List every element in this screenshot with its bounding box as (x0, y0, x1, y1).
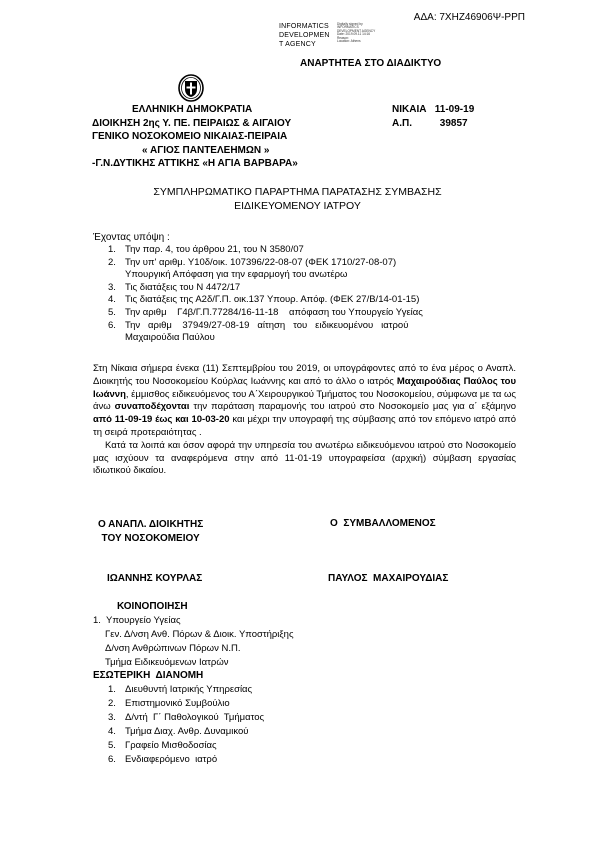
list-item: 4. Τις διατάξεις της Α2δ/Γ.Π. οικ.137 Υπουρ. Απόφ. (ΦΕΚ 27/Β/14-01-15) (108, 294, 420, 306)
signatory-left-name: ΙΩΑΝΝΗΣ ΚΟΥΡΛΑΣ (107, 573, 203, 584)
list-item: 5. Γραφείο Μισθοδοσίας (108, 740, 217, 751)
notification-list: 1. Υπουργείο Υγείας Γεν. Δ/νση Ανθ. Πόρων & Διοικ. Υποστήριξης Δ/νση Ανθρώπινων Πόρων Ν.Π. Τμήμα Ειδικευόμενων Ιατρών (93, 615, 294, 668)
list-item: 1. Διευθυντή Ιατρικής Υπηρεσίας (108, 684, 253, 695)
list-item: 2. Επιστημονικό Συμβούλιο (108, 698, 230, 709)
list-item: 3. Τις διατάξεις του Ν 4472/17 (108, 281, 241, 293)
signatory-left-title: Ο ΑΝΑΠΛ. ΔΙΟΙΚΗΤΗΣ ΤΟΥ ΝΟΣΟΚΟΜΕΙΟΥ (98, 519, 204, 544)
paragraph-terms: Κατά τα λοιπά και όσον αφορά την υπηρεσία του ανωτέρω ειδικευόμενου ιατρού στο Νοσοκομείο μας ισχύουν τα αναφερόμενα στην από 11-01-19 υπογραφείσα (αρχική) σύμβαση εργασίας ιδιωτικού δικαίου. (93, 439, 516, 477)
references-list: 1. Την παρ. 4, του άρθρου 21, του Ν 3580/07 2. Την υπ' αριθμ. Υ10δ/οικ. 107396/22-08-07 (ΦΕΚ 1710/27-08-07) Υπουργική Απόφαση για την εφαρμογή του ανωτέρω 3. Τις διατάξεις του Ν 4472/17 4. Τις διατάξεις της Α2δ/Γ.Π. οικ.137 Υπουρ. Απόφ. (ΦΕΚ 27/Β/14-01-15) 5. Την αριθμ Γ4β/Γ.Π.77284/16-11-18 απόφαση του Υπουργείο Υγείας 6. Την αριθμ 37949/27-08-19 αίτηση του ειδικευομένου ιατρού Μαχαιρούδια Παύλου (108, 244, 527, 345)
list-item: 2. Την υπ' αριθμ. Υ10δ/οικ. 107396/22-08-07 (ΦΕΚ 1710/27-08-07) (108, 256, 397, 268)
issuer-block: ΕΛΛΗΝΙΚΗ ΔΗΜΟΚΡΑΤΙΑ ΔΙΟΙΚΗΣΗ 2ης Υ. ΠΕ. ΠΕΙΡΑΙΩΣ & ΑΙΓΑΙΟΥ ΓΕΝΙΚΟ ΝΟΣΟΚΟΜΕΙΟ ΝΙΚΑΙΑΣ-ΠΕΙΡΑΙΑ « ΑΓΙΟΣ ΠΑΝΤΕΛΕΗΜΩΝ » -Γ.Ν.ΔΥΤΙΚΗΣ ΑΤΤΙΚΗΣ «Η ΑΓΙΑ ΒΑΡΒΑΡΑ» (92, 104, 298, 169)
ada-code: ΑΔΑ: 7ΧΗΖ46906Ψ-ΡΡΠ (413, 12, 525, 23)
list-item: 6. Την αριθμ 37949/27-08-19 αίτηση του ειδικευομένου ιατρού (108, 319, 409, 331)
posted-notice: ΑΝΑΡΤΗΤΕΑ ΣΤΟ ΔΙΑΔΙΚΤΥΟ (300, 58, 442, 69)
list-item: 4. Τμήμα Διαχ. Ανθρ. Δυναμικού (108, 726, 249, 737)
protocol-number: Α.Π. 39857 (392, 117, 468, 129)
signatory-right-title: Ο ΣΥΜΒΑΛΛΟΜΕΝΟΣ (330, 518, 436, 529)
list-item: 5. Την αριθμ Γ4β/Γ.Π.77284/16-11-18 απόφαση του Υπουργείο Υγείας (108, 306, 423, 318)
date-protocol-block (392, 103, 474, 130)
list-item: 1. Υπουργείο Υγείας (93, 615, 181, 626)
extension-period: από 11-09-19 έως και 10-03-20 (93, 414, 230, 426)
doctor-name: Μαχαιρούδιας Παύλος του Ιωάννη (93, 375, 516, 400)
list-item: 6. Ενδιαφερόμενο ιατρό (108, 754, 218, 765)
place-date: ΝΙΚΑΙΑ 11-09-19 (392, 104, 475, 115)
paragraph-main: Στη Νίκαια σήμερα ένεκα (11) Σεπτεμβρίου του 2019, οι υπογράφοντες από το ένα μέρος ο Αναπλ. Διοικητής του Νοσοκομείου Κούρλας Ιωάννης και από το άλλο ο ιατρός Μαχαιρούδιας Παύλος του Ιωάννη, έμμισθος ειδικευόμενος του Α΄Χειρουργικού Τμήματος του Νοσοκομείου, σύμφωνα με τα ως άνω συναποδέχονται την παράταση παραμονής του ιατρού στο Νοσοκομείο μας για α΄ εξάμηνο από 11-09-19 έως και 10-03-20 και μέχρι την υπογραφή της σύμβασης από τον επόμενο ιατρό από τη σειρά προτεραιότητας . (93, 363, 516, 438)
intro-line: Έχοντας υπόψη : (93, 232, 170, 243)
greek-coat-of-arms-icon (177, 74, 205, 102)
stamp-fine-print: Digitally signed by INFORMATICS DEVELOPMENT AGENCY Date: 2019.09.11 14:16 Reason: Location: Athens (337, 22, 376, 44)
contract-body (93, 363, 516, 478)
internal-distribution-list (108, 683, 264, 767)
internal-distribution-title: ΕΣΩΤΕΡΙΚΗ ΔΙΑΝΟΜΗ (93, 670, 204, 681)
document-title: ΣΥΜΠΛΗΡΩΜΑΤΙΚΟ ΠΑΡΑΡΤΗΜΑ ΠΑΡΑΤΑΣΗΣ ΣΥΜΒΑΣΗΣ ΕΙΔΙΚΕΥΟΜΕΝΟΥ ΙΑΤΡΟΥ (153, 186, 442, 212)
stamp-words: INFORMATICS DEVELOPMEN T AGENCY (279, 23, 330, 48)
signatory-right-name: ΠΑΥΛΟΣ ΜΑΧΑΙΡΟΥΔΙΑΣ (328, 573, 449, 584)
notification-title: ΚΟΙΝΟΠΟΙΗΣΗ (117, 601, 188, 612)
list-item: 1. Την παρ. 4, του άρθρου 21, του Ν 3580/07 (108, 244, 304, 255)
list-item: 3. Δ/ντή Γ΄ Παθολογικού Τμήματος (108, 712, 265, 723)
digital-signature-stamp (279, 22, 399, 52)
